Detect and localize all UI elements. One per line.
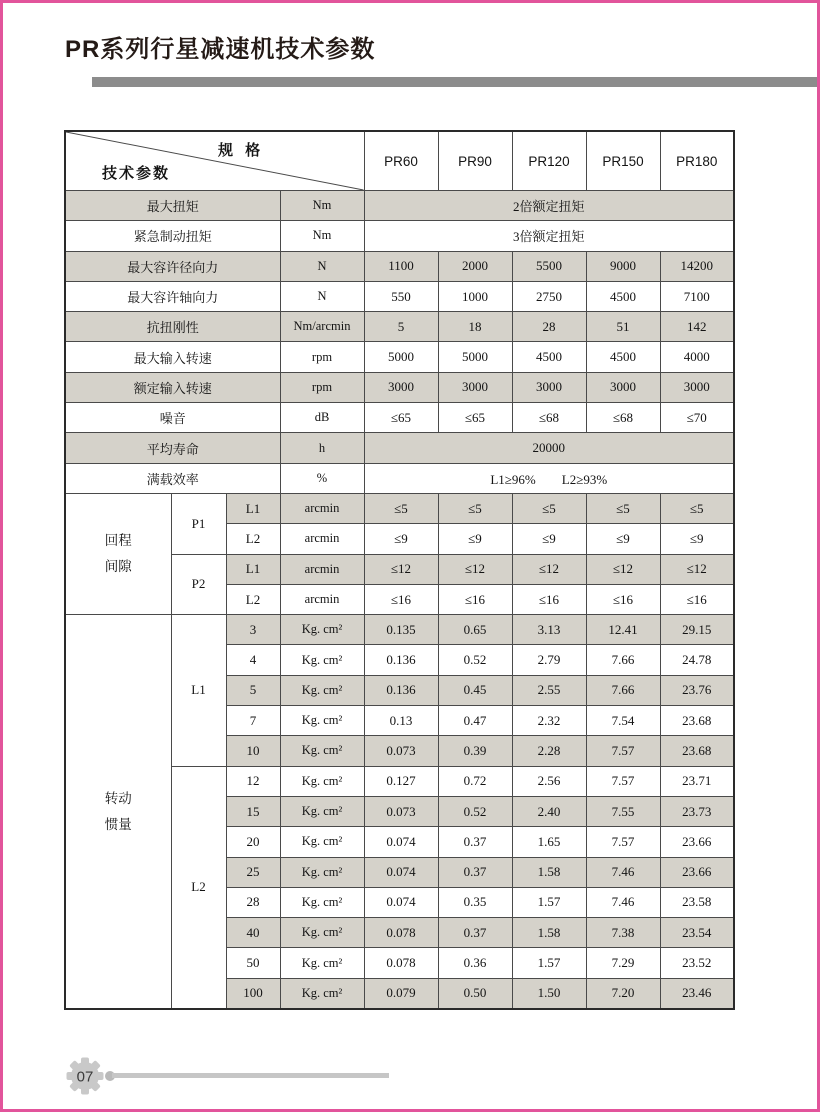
value-cell: ≤70	[660, 403, 734, 433]
unit-cell: Kg. cm²	[280, 827, 364, 857]
span-value-cell: 20000	[364, 433, 734, 463]
unit-cell: h	[280, 433, 364, 463]
span-value-cell: 3倍额定扭矩	[364, 221, 734, 251]
ratio-cell: 15	[226, 796, 280, 826]
param-name-cell: 满载效率	[65, 463, 280, 493]
unit-cell: Kg. cm²	[280, 796, 364, 826]
value-cell: 2.55	[512, 675, 586, 705]
value-cell: 0.074	[364, 887, 438, 917]
value-cell: 7.46	[586, 887, 660, 917]
value-cell: 7.55	[586, 796, 660, 826]
ratio-cell: 25	[226, 857, 280, 887]
value-cell: 14200	[660, 251, 734, 281]
value-cell: 0.074	[364, 857, 438, 887]
unit-cell: Kg. cm²	[280, 706, 364, 736]
value-cell: 7.29	[586, 948, 660, 978]
value-cell: 2.28	[512, 736, 586, 766]
value-cell: 2.79	[512, 645, 586, 675]
value-cell: 7.57	[586, 766, 660, 796]
column-header-cell: PR180	[660, 131, 734, 191]
value-cell: ≤16	[512, 584, 586, 614]
value-cell: 0.45	[438, 675, 512, 705]
value-cell: 4500	[586, 281, 660, 311]
diagonal-label-spec: 规 格	[218, 142, 265, 159]
level-cell: L1	[226, 554, 280, 584]
value-cell: ≤16	[586, 584, 660, 614]
unit-cell: Kg. cm²	[280, 766, 364, 796]
value-cell: 550	[364, 281, 438, 311]
value-cell: ≤9	[660, 524, 734, 554]
value-cell: 0.36	[438, 948, 512, 978]
value-cell: 5000	[364, 342, 438, 372]
value-cell: 0.47	[438, 706, 512, 736]
section-label-line: 转动	[104, 790, 132, 806]
value-cell: 2750	[512, 281, 586, 311]
unit-cell: Kg. cm²	[280, 645, 364, 675]
value-cell: ≤5	[364, 493, 438, 523]
value-cell: 4500	[512, 342, 586, 372]
value-cell: 3000	[586, 372, 660, 402]
value-cell: 0.078	[364, 918, 438, 948]
value-cell: 1.58	[512, 857, 586, 887]
value-cell: 1000	[438, 281, 512, 311]
value-cell: 0.72	[438, 766, 512, 796]
value-cell: 0.65	[438, 615, 512, 645]
spec-table	[64, 130, 735, 1010]
value-cell: 0.35	[438, 887, 512, 917]
value-cell: 142	[660, 312, 734, 342]
value-cell: 5000	[438, 342, 512, 372]
value-cell: ≤5	[512, 493, 586, 523]
value-cell: 0.136	[364, 675, 438, 705]
unit-cell: Kg. cm²	[280, 857, 364, 887]
value-cell: ≤12	[512, 554, 586, 584]
value-cell: 1100	[364, 251, 438, 281]
group-label-cell: L1	[171, 615, 226, 766]
value-cell: 23.54	[660, 918, 734, 948]
param-name-cell: 平均寿命	[65, 433, 280, 463]
value-cell: ≤12	[438, 554, 512, 584]
unit-cell: rpm	[280, 342, 364, 372]
value-cell: 3000	[512, 372, 586, 402]
unit-cell: N	[280, 281, 364, 311]
value-cell: 2.56	[512, 766, 586, 796]
param-name-cell: 最大扭矩	[65, 191, 280, 221]
value-cell: 24.78	[660, 645, 734, 675]
value-cell: 1.50	[512, 978, 586, 1009]
page-title: PR系列行星减速机技术参数	[65, 36, 376, 63]
value-cell: 0.078	[364, 948, 438, 978]
value-cell: 7.54	[586, 706, 660, 736]
value-cell: 1.57	[512, 948, 586, 978]
value-cell: 29.15	[660, 615, 734, 645]
value-cell: 0.079	[364, 978, 438, 1009]
ratio-cell: 50	[226, 948, 280, 978]
param-name-cell: 噪音	[65, 403, 280, 433]
value-cell: 23.68	[660, 706, 734, 736]
value-cell: 1.65	[512, 827, 586, 857]
value-cell: 0.135	[364, 615, 438, 645]
span-value-cell: 2倍额定扭矩	[364, 191, 734, 221]
value-cell: 4500	[586, 342, 660, 372]
value-cell: 0.073	[364, 736, 438, 766]
section-label-cell	[65, 615, 171, 1009]
unit-cell: arcmin	[280, 554, 364, 584]
unit-cell: Nm	[280, 191, 364, 221]
column-header-cell: PR60	[364, 131, 438, 191]
value-cell: 23.52	[660, 948, 734, 978]
value-cell: 0.073	[364, 796, 438, 826]
value-cell: 2.32	[512, 706, 586, 736]
ratio-cell: 3	[226, 615, 280, 645]
unit-cell: Kg. cm²	[280, 948, 364, 978]
value-cell: ≤65	[438, 403, 512, 433]
value-cell: 2000	[438, 251, 512, 281]
value-cell: 7.57	[586, 736, 660, 766]
value-cell: 0.52	[438, 796, 512, 826]
value-cell: ≤5	[438, 493, 512, 523]
unit-cell: Nm/arcmin	[280, 312, 364, 342]
level-cell: L2	[226, 524, 280, 554]
section-label-line: 惯量	[104, 816, 132, 832]
page-number: 07	[76, 1068, 94, 1086]
value-cell: ≤9	[512, 524, 586, 554]
value-cell: 12.41	[586, 615, 660, 645]
value-cell: ≤68	[586, 403, 660, 433]
param-name-cell: 最大容许径向力	[65, 251, 280, 281]
group-label-cell: P2	[171, 554, 226, 615]
value-cell: ≤12	[586, 554, 660, 584]
value-cell: 7.38	[586, 918, 660, 948]
section-label-cell	[65, 493, 171, 614]
param-name-cell: 紧急制动扭矩	[65, 221, 280, 251]
value-cell: 3.13	[512, 615, 586, 645]
unit-cell: arcmin	[280, 493, 364, 523]
unit-cell: N	[280, 251, 364, 281]
value-cell: 9000	[586, 251, 660, 281]
ratio-cell: 100	[226, 978, 280, 1009]
value-cell: 4000	[660, 342, 734, 372]
level-cell: L2	[226, 584, 280, 614]
unit-cell: Kg. cm²	[280, 675, 364, 705]
ratio-cell: 10	[226, 736, 280, 766]
footer-rule-line	[112, 1073, 389, 1078]
value-cell: 0.37	[438, 827, 512, 857]
value-cell: 1.58	[512, 918, 586, 948]
value-cell: 23.66	[660, 827, 734, 857]
unit-cell: arcmin	[280, 524, 364, 554]
value-cell: 3000	[364, 372, 438, 402]
value-cell: 7.46	[586, 857, 660, 887]
section-label-line: 间隙	[104, 559, 132, 575]
param-name-cell: 抗扭刚性	[65, 312, 280, 342]
page-number-gear-badge	[64, 1055, 106, 1097]
diagonal-label-param: 技术参数	[102, 165, 171, 182]
value-cell: 2.40	[512, 796, 586, 826]
value-cell: 23.66	[660, 857, 734, 887]
value-cell: 0.52	[438, 645, 512, 675]
value-cell: 5	[364, 312, 438, 342]
value-cell: 0.127	[364, 766, 438, 796]
value-cell: 0.13	[364, 706, 438, 736]
value-cell: 7.66	[586, 645, 660, 675]
diagonal-header-cell	[65, 131, 364, 191]
unit-cell: Kg. cm²	[280, 978, 364, 1009]
value-cell: ≤16	[438, 584, 512, 614]
value-cell: 23.46	[660, 978, 734, 1009]
value-cell: 7.66	[586, 675, 660, 705]
value-cell: ≤16	[364, 584, 438, 614]
value-cell: ≤9	[438, 524, 512, 554]
ratio-cell: 4	[226, 645, 280, 675]
unit-cell: Kg. cm²	[280, 918, 364, 948]
value-cell: 23.76	[660, 675, 734, 705]
unit-cell: rpm	[280, 372, 364, 402]
ratio-cell: 40	[226, 918, 280, 948]
column-header-cell: PR90	[438, 131, 512, 191]
value-cell: 0.37	[438, 918, 512, 948]
ratio-cell: 28	[226, 887, 280, 917]
value-cell: ≤12	[364, 554, 438, 584]
section-label-line: 回程	[104, 533, 132, 549]
value-cell: ≤68	[512, 403, 586, 433]
value-cell: 23.58	[660, 887, 734, 917]
value-cell: 0.50	[438, 978, 512, 1009]
ratio-cell: 12	[226, 766, 280, 796]
group-label-cell: L2	[171, 766, 226, 1009]
value-cell: ≤5	[586, 493, 660, 523]
unit-cell: Nm	[280, 221, 364, 251]
value-cell: 23.68	[660, 736, 734, 766]
value-cell: 7.57	[586, 827, 660, 857]
ratio-cell: 5	[226, 675, 280, 705]
value-cell: ≤65	[364, 403, 438, 433]
column-header-cell: PR150	[586, 131, 660, 191]
column-header-cell: PR120	[512, 131, 586, 191]
value-cell: 1.57	[512, 887, 586, 917]
value-cell: 3000	[660, 372, 734, 402]
group-label-cell: P1	[171, 493, 226, 554]
unit-cell: dB	[280, 403, 364, 433]
value-cell: ≤9	[586, 524, 660, 554]
value-cell: 3000	[438, 372, 512, 402]
value-cell: ≤16	[660, 584, 734, 614]
param-name-cell: 最大输入转速	[65, 342, 280, 372]
value-cell: 0.074	[364, 827, 438, 857]
value-cell: 0.136	[364, 645, 438, 675]
unit-cell: Kg. cm²	[280, 887, 364, 917]
ratio-cell: 7	[226, 706, 280, 736]
value-cell: 7100	[660, 281, 734, 311]
param-name-cell: 最大容许轴向力	[65, 281, 280, 311]
value-cell: 28	[512, 312, 586, 342]
unit-cell: %	[280, 463, 364, 493]
value-cell: 23.71	[660, 766, 734, 796]
value-cell: 0.39	[438, 736, 512, 766]
title-underline-bar	[92, 77, 817, 87]
level-cell: L1	[226, 493, 280, 523]
value-cell: ≤9	[364, 524, 438, 554]
value-cell: ≤12	[660, 554, 734, 584]
unit-cell: Kg. cm²	[280, 615, 364, 645]
value-cell: 51	[586, 312, 660, 342]
value-cell: 23.73	[660, 796, 734, 826]
unit-cell: arcmin	[280, 584, 364, 614]
unit-cell: Kg. cm²	[280, 736, 364, 766]
ratio-cell: 20	[226, 827, 280, 857]
param-name-cell: 额定输入转速	[65, 372, 280, 402]
value-cell: 5500	[512, 251, 586, 281]
value-cell: ≤5	[660, 493, 734, 523]
value-cell: 0.37	[438, 857, 512, 887]
value-cell: 18	[438, 312, 512, 342]
span-value-cell: L1≥96% L2≥93%	[364, 463, 734, 493]
value-cell: 7.20	[586, 978, 660, 1009]
